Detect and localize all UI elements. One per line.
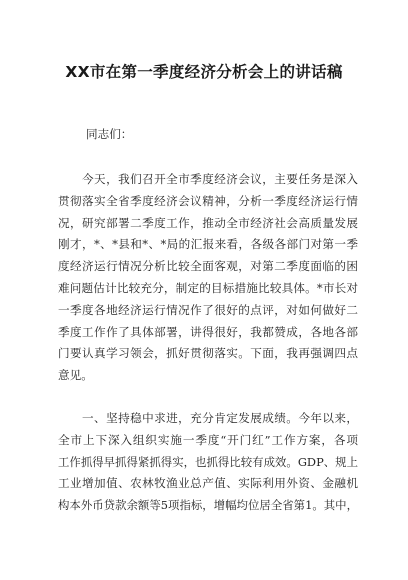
- document-title: XX市在第一季度经济分析会上的讲话稿: [65, 63, 343, 81]
- paragraph-line: 一、坚持稳中求进，充分肯定发展成绩。今年以来，: [58, 411, 358, 425]
- paragraph-line: 全市上下深入组织实施一季度“开门红”工作方案，各项: [58, 432, 358, 447]
- paragraph-1: [58, 169, 358, 387]
- paragraph-line: 工作抓得早抓得紧抓得实，也抓得比较有成效。GDP、规上: [58, 454, 358, 469]
- paragraph-line: 刚才，*、*县和*、*局的汇报来看，各级各部门对第一季: [58, 237, 358, 252]
- paragraph-line: 一季度各地经济运行情况作了很好的点评，对如何做好二: [58, 302, 358, 317]
- paragraph-line: 意见。: [58, 368, 93, 383]
- paragraph-line: 难问题估计比较充分，制定的目标措施比较具体。*市长对: [58, 280, 358, 295]
- paragraph-line: 门要认真学习领会，抓好贯彻落实。下面，我再强调四点: [58, 346, 358, 361]
- paragraph-line: 度经济运行情况分析比较全面客观，对第二季度面临的困: [58, 259, 358, 274]
- paragraph-2: [58, 408, 358, 517]
- paragraph-line: 贯彻落实全省季度经济会议精神，分析一季度经济运行情: [58, 193, 358, 208]
- greeting: 同志们：: [86, 127, 133, 141]
- paragraph-line: 今天，我们召开全市季度经济会议，主要任务是深入: [58, 172, 358, 186]
- paragraph-line: 工业增加值、农林牧渔业总产值、实际利用外资、金融机: [58, 476, 358, 491]
- paragraph-line: 季度工作作了具体部署，讲得很好，我都赞成，各地各部: [58, 324, 358, 339]
- paragraph-line: 构本外币贷款余额等5项指标，增幅均位居全省第1。其中，: [58, 498, 358, 513]
- paragraph-line: 况，研究部署二季度工作，推动全市经济社会高质量发展: [58, 215, 358, 230]
